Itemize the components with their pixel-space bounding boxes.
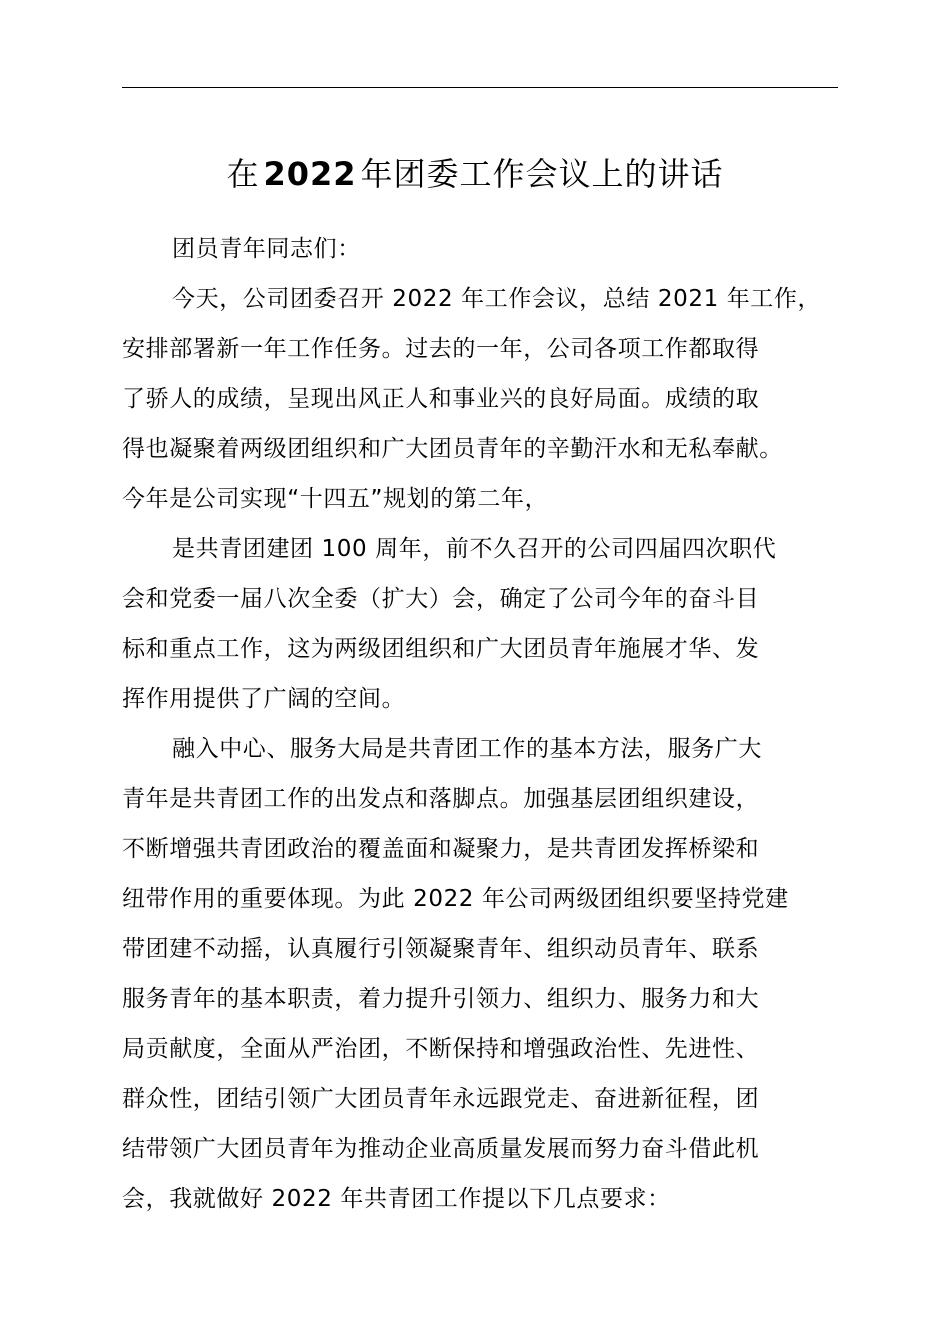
text-line: 标和重点工作，这为两级团组织和广大团员青年施展才华、发 xyxy=(122,636,760,662)
body-text xyxy=(122,224,862,1224)
text-line: 不断增强共青团政治的覆盖面和凝聚力，是共青团发挥桥梁和 xyxy=(122,836,760,862)
text-line: 挥作用提供了广阔的空间。 xyxy=(122,686,406,712)
text-line: 局贡献度，全面从严治团，不断保持和增强政治性、先进性、 xyxy=(122,1036,760,1062)
text-line: 会，我就做好 2022 年共青团工作提以下几点要求： xyxy=(122,1186,671,1212)
text-line: 带团建不动摇，认真履行引领凝聚青年、组织动员青年、联系 xyxy=(122,936,760,962)
text-line: 得也凝聚着两级团组织和广大团员青年的辛勤汗水和无私奉献。 xyxy=(122,436,783,462)
title-suffix: 年团委工作会议上的讲话 xyxy=(360,155,724,193)
text-line: 结带领广大团员青年为推动企业高质量发展而努力奋斗借此机 xyxy=(122,1136,760,1162)
text-line: 今天，公司团委召开 2022 年工作会议，总结 2021 年工作， xyxy=(172,286,822,312)
text-line: 团员青年同志们： xyxy=(172,236,361,262)
text-line: 了骄人的成绩，呈现出风正人和事业兴的良好局面。成绩的取 xyxy=(122,386,760,412)
text-line: 今年是公司实现“十四五”规划的第二年， xyxy=(122,486,549,512)
text-line: 服务青年的基本职责，着力提升引领力、组织力、服务力和大 xyxy=(122,986,760,1012)
text-line: 青年是共青团工作的出发点和落脚点。加强基层团组织建设， xyxy=(122,786,760,812)
page-title xyxy=(0,150,950,198)
text-line: 会和党委一届八次全委（扩大）会，确定了公司今年的奋斗目 xyxy=(122,586,760,612)
text-line: 融入中心、服务大局是共青团工作的基本方法，服务广大 xyxy=(172,736,762,762)
title-prefix: 在 xyxy=(226,155,260,193)
text-line: 安排部署新一年工作任务。过去的一年，公司各项工作都取得 xyxy=(122,336,760,362)
text-line: 群众性，团结引领广大团员青年永远跟党走、奋进新征程，团 xyxy=(122,1086,760,1112)
text-line: 是共青团建团 100 周年，前不久召开的公司四届四次职代 xyxy=(172,536,777,562)
text-line: 纽带作用的重要体现。为此 2022 年公司两级团组织要坚持党建 xyxy=(122,886,789,912)
header-rule xyxy=(122,87,838,88)
title-year: 2022 xyxy=(263,155,357,193)
